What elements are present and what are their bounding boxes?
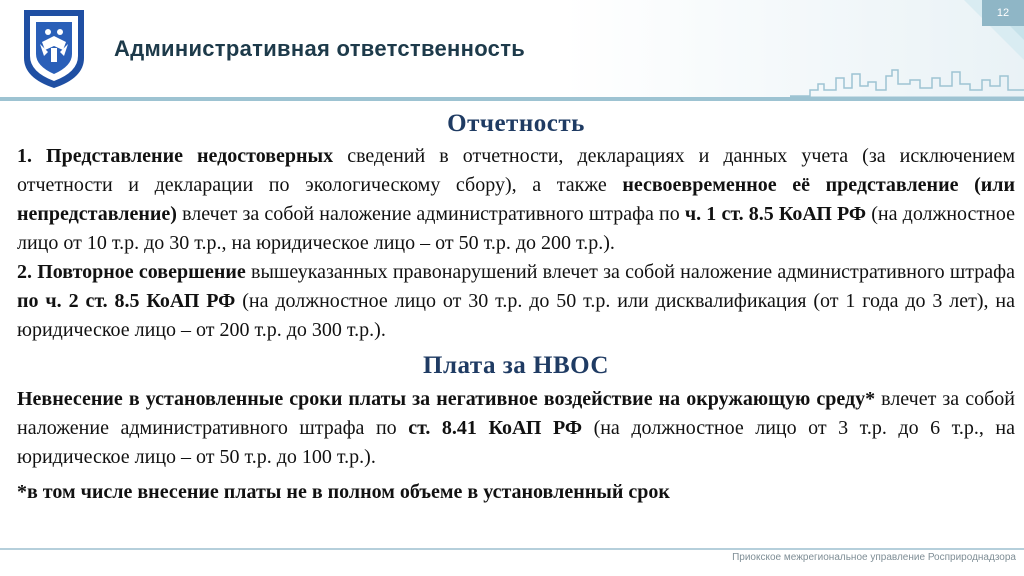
page-number: 12: [982, 0, 1024, 26]
city-skyline-icon: [790, 66, 1024, 98]
section-title-nvos: Плата за НВОС: [423, 352, 609, 379]
footer-divider: [0, 548, 1024, 550]
text-run: (на должностное лицо от 10 т.р. до 30 т.р., на юридическое лицо – от 50 т.р. до 200 т.р.).: [17, 203, 1015, 254]
text-run: влечет за собой наложение административного штрафа по: [176, 203, 685, 225]
slide-header: [0, 0, 1024, 97]
paragraph-reporting-1: [17, 142, 1015, 258]
bold-text-run: по ч. 2 ст. 8.5 КоАП РФ: [17, 290, 236, 312]
text-run: (на должностное лицо от 30 т.р. до 50 т.р. или дисквалификация (от 1 года до 3 лет), на юридическое лицо – от 200 т.р. до 300 т.р.).: [17, 290, 1015, 341]
paragraph-nvos: [17, 385, 1015, 472]
bold-text-run: Невнесение в установленные сроки платы за негативное воздействие на окружающую среду*: [17, 388, 876, 410]
header-divider: [0, 97, 1024, 101]
bold-text-run: 2. Повторное совершение: [17, 261, 246, 283]
text-run: (на должностное лицо от 3 т.р. до 6 т.р., на юридическое лицо – от 50 т.р. до 100 т.р.).: [17, 417, 1015, 468]
footnote: *в том числе внесение платы не в полном объеме в установленный срок: [17, 481, 670, 503]
emblem-logo-icon: [18, 6, 90, 90]
text-run: сведений в отчетности, декларациях и данных учета (за исключением отчетности и декларации по экологическому сбору), а также: [17, 145, 1016, 196]
paragraph-reporting-2: [17, 258, 1015, 345]
bold-text-run: ч. 1 ст. 8.5 КоАП РФ: [684, 203, 867, 225]
slide-title: Административная ответственность: [114, 36, 526, 61]
slide-content: [17, 104, 1015, 527]
text-run: вышеуказанных правонарушений влечет за собой наложение административного штрафа: [245, 261, 1016, 283]
text-run: влечет за собой наложение административного штрафа по: [17, 388, 1016, 439]
bold-text-run: 1. Представление недостоверных: [17, 145, 334, 167]
bold-text-run: ст. 8.41 КоАП РФ: [408, 417, 583, 439]
bold-text-run: несвоевременное её представление (или непредставление): [17, 174, 1015, 225]
footer-organization: Приокское межрегиональное управление Росприроднадзора: [732, 552, 1016, 563]
section-title-reporting: Отчетность: [447, 110, 585, 137]
